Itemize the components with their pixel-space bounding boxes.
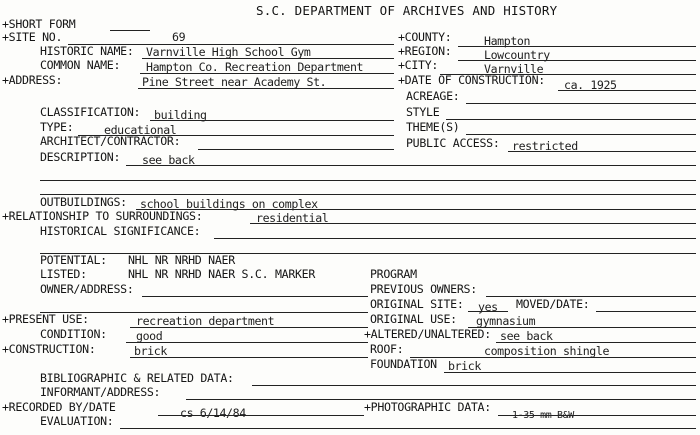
- public-access-value[interactable]: restricted: [512, 139, 578, 153]
- potential-options[interactable]: NHL NR NRHD NAER: [128, 253, 235, 267]
- construction-line: [130, 357, 368, 358]
- altered-value[interactable]: see back: [500, 329, 553, 343]
- description-line-1: [126, 165, 696, 166]
- original-use-line: [468, 327, 696, 328]
- common-name-value[interactable]: Hampton Co. Recreation Department: [146, 60, 364, 74]
- relationship-value[interactable]: residential: [256, 211, 329, 225]
- short-form-label: +SHORT FORM: [2, 17, 76, 31]
- bibliographic-label: BIBLIOGRAPHIC & RELATED DATA:: [40, 371, 234, 385]
- classification-line: [150, 120, 394, 121]
- themes-line: [466, 134, 696, 135]
- foundation-line: [444, 372, 696, 373]
- program-label: PROGRAM: [370, 267, 417, 281]
- classification-label: CLASSIFICATION:: [40, 105, 141, 119]
- evaluation-label: EVALUATION:: [40, 414, 114, 428]
- architect-label: ARCHITECT/CONTRACTOR:: [40, 134, 181, 148]
- acreage-label: ACREAGE:: [406, 89, 460, 103]
- outbuildings-line: [136, 209, 696, 210]
- owner-address-line-2: [40, 312, 368, 313]
- roof-value[interactable]: composition shingle: [484, 344, 610, 358]
- region-label: +REGION:: [398, 44, 452, 58]
- original-site-line: [468, 311, 508, 312]
- address-line: [138, 88, 394, 89]
- previous-owners-label: PREVIOUS OWNERS:: [370, 282, 477, 296]
- county-label: +COUNTY:: [398, 30, 452, 44]
- themes-label: THEME(S): [406, 120, 460, 134]
- historic-name-label: HISTORIC NAME:: [40, 44, 134, 58]
- city-value[interactable]: Varnville: [484, 62, 544, 76]
- description-line-2: [40, 180, 696, 181]
- outbuildings-value[interactable]: school buildings on complex: [140, 197, 318, 211]
- county-line: [458, 46, 696, 47]
- condition-label: CONDITION:: [40, 327, 107, 341]
- original-use-value[interactable]: gymnasium: [476, 314, 536, 328]
- roof-label: ROOF:: [370, 342, 404, 356]
- form-title: S.C. DEPARTMENT OF ARCHIVES AND HISTORY: [256, 3, 558, 18]
- listed-label: LISTED:: [40, 267, 87, 281]
- description-line-3: [40, 194, 696, 195]
- condition-line: [126, 342, 368, 343]
- foundation-label: FOUNDATION: [370, 357, 437, 371]
- common-name-label: COMMON NAME:: [40, 58, 121, 72]
- site-no-value[interactable]: 69: [172, 30, 186, 44]
- original-site-value[interactable]: yes: [478, 300, 498, 314]
- historical-significance-line-1: [214, 238, 696, 239]
- recorded-by-value[interactable]: cs 6/14/84: [180, 406, 246, 420]
- outbuildings-label: OUTBUILDINGS:: [40, 195, 127, 209]
- county-value[interactable]: Hampton: [484, 34, 531, 48]
- style-line: [446, 119, 696, 120]
- historic-name-value[interactable]: Varnville High School Gym: [146, 45, 311, 59]
- site-no-label: +SITE NO.: [2, 30, 63, 44]
- listed-options[interactable]: NHL NR NRHD NAER S.C. MARKER: [128, 267, 316, 281]
- classification-value[interactable]: building: [154, 108, 207, 122]
- description-value[interactable]: see back: [142, 153, 195, 167]
- potential-label: POTENTIAL:: [40, 253, 107, 267]
- date-construction-label: +DATE OF CONSTRUCTION:: [398, 73, 545, 87]
- architect-line: [198, 149, 394, 150]
- acreage-line: [466, 103, 696, 104]
- photographic-value[interactable]: 1-35 mm B&W: [512, 410, 574, 421]
- owner-address-line: [142, 296, 368, 297]
- date-construction-value[interactable]: ca. 1925: [564, 78, 617, 92]
- construction-value[interactable]: brick: [134, 344, 167, 358]
- original-site-label: ORIGINAL SITE:: [370, 297, 464, 311]
- type-label: TYPE:: [40, 120, 74, 134]
- condition-value[interactable]: good: [136, 329, 163, 343]
- owner-address-label: OWNER/ADDRESS:: [40, 282, 134, 296]
- photographic-line: [498, 415, 696, 416]
- photographic-label: +PHOTOGRAPHIC DATA:: [364, 400, 491, 414]
- original-use-label: ORIGINAL USE:: [370, 312, 457, 326]
- region-line: [458, 60, 696, 61]
- short-form-line: [110, 30, 150, 31]
- moved-date-line: [596, 311, 696, 312]
- evaluation-line: [120, 428, 696, 429]
- historical-significance-label: HISTORICAL SIGNIFICANCE:: [40, 224, 201, 238]
- foundation-value[interactable]: brick: [448, 359, 481, 373]
- public-access-label: PUBLIC ACCESS:: [406, 136, 500, 150]
- address-value[interactable]: Pine Street near Academy St.: [142, 75, 327, 89]
- description-label: DESCRIPTION:: [40, 150, 121, 164]
- region-value[interactable]: Lowcountry: [484, 48, 550, 62]
- altered-line: [496, 342, 696, 343]
- altered-label: +ALTERED/UNALTERED:: [364, 327, 491, 341]
- city-label: +CITY:: [398, 58, 439, 72]
- bibliographic-line: [252, 385, 696, 386]
- construction-label: +CONSTRUCTION:: [2, 342, 96, 356]
- common-name-line: [140, 73, 394, 74]
- type-value[interactable]: educational: [104, 123, 177, 137]
- relationship-label: +RELATIONSHIP TO SURROUNDINGS:: [2, 209, 203, 223]
- public-access-line: [508, 151, 696, 152]
- recorded-by-label: +RECORDED BY/DATE: [2, 400, 116, 414]
- present-use-line: [130, 327, 368, 328]
- moved-date-label: MOVED/DATE:: [516, 297, 590, 311]
- informant-label: INFORMANT/ADDRESS:: [40, 385, 161, 399]
- present-use-label: +PRESENT USE:: [2, 312, 89, 326]
- date-construction-line: [558, 90, 696, 91]
- style-label: STYLE: [406, 105, 440, 119]
- historic-name-line: [142, 58, 394, 59]
- recorded-by-line: [158, 415, 364, 416]
- relationship-line: [250, 223, 696, 224]
- address-label: +ADDRESS:: [2, 73, 63, 87]
- roof-line: [410, 357, 696, 358]
- present-use-value[interactable]: recreation department: [136, 314, 275, 328]
